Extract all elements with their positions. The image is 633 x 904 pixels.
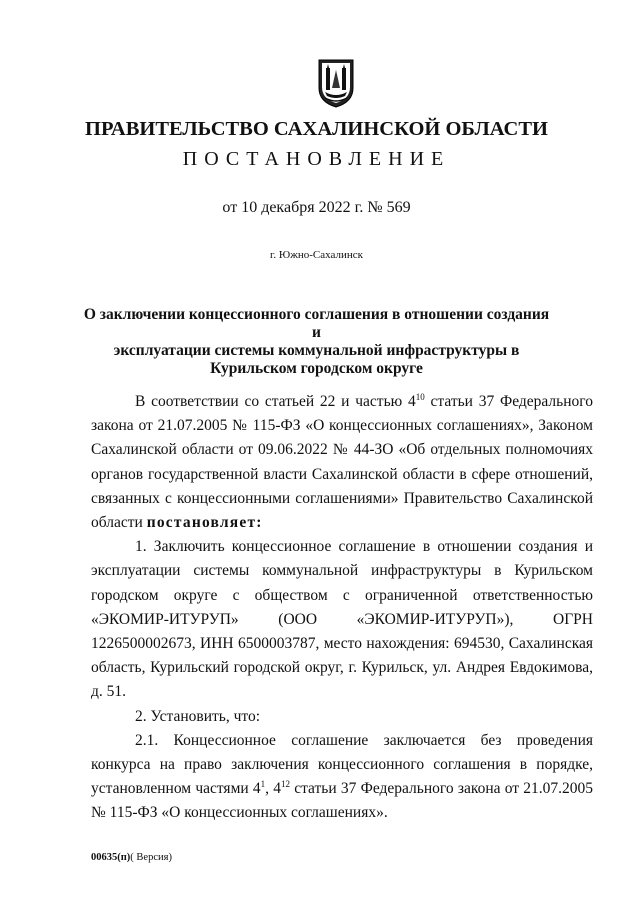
organization-name: ПРАВИТЕЛЬСТВО САХАЛИНСКОЙ ОБЛАСТИ (85, 118, 548, 140)
document-city: г. Южно-Сахалинск (270, 249, 363, 261)
paragraph-preamble (91, 390, 593, 535)
paragraph-item-2: 2. Установить, что: (135, 707, 261, 725)
item-2-1-text-b: , 4 (265, 780, 281, 798)
item-2-1-sup-1: 1 (260, 779, 266, 790)
decree-word: постановляет: (146, 514, 263, 532)
preamble-sup: 10 (415, 391, 425, 402)
footer-code-number: 00635(п) (91, 852, 131, 863)
paragraph-item-2-1 (91, 729, 593, 826)
item-2-1-sup-2: 12 (280, 779, 290, 790)
preamble-text-a: В соответствии со статьей 22 и частью 4 (135, 393, 416, 410)
title-line-3: Курильском городском округе (210, 360, 423, 377)
title-line-2: эксплуатации системы коммунальной инфраструктуры в (113, 342, 520, 359)
document-body (91, 390, 593, 826)
paragraph-item-1: 1. Заключить концессионное соглашение в отношении создания и эксплуатации системы коммунальной инфраструктуры в Курильском городском округе с обществом с ограниченной ответственностью «ЭКОМИР-ИТУРУП» (ООО «ЭКОМИР-ИТУРУП»), ОГРН 1226500002673, ИНН 6500003787, место нахождения: 694530, Сахалинская область, Курильский городской округ, г. Курильск, ул. Андрея Евдокимова, д. 51. (91, 538, 593, 701)
coat-of-arms-icon (317, 58, 355, 108)
footer-version: ( Версия) (130, 852, 172, 863)
document-title (80, 306, 553, 378)
preamble-text-b: статьи 37 Федерального закона от 21.07.2005 № 115-ФЗ «О концессионных соглашениях», Законом Сахалинской области от 09.06.2022 № 44-ЗО «Об отдельных полномочиях органов государственной власти Сахалинской области в сфере отношений, связанных с концессионными соглашениями» Правительство Сахалинской области (91, 393, 593, 532)
footer-code (91, 852, 172, 863)
document-date-number: от 10 декабря 2022 г. № 569 (222, 199, 411, 216)
item-2-1-text-c: статьи 37 Федерального закона от 21.07.2005 № 115-ФЗ «О концессионных соглашениях». (91, 780, 593, 822)
item-2-1-text-a: 2.1. Концессионное соглашение заключается без проведения конкурса на право заключения концессионного соглашения в порядке, установленном частями 4 (91, 731, 593, 798)
document-type: ПОСТАНОВЛЕНИЕ (182, 148, 451, 170)
title-line-1: О заключении концессионного соглашения в отношении создания и (83, 306, 550, 341)
